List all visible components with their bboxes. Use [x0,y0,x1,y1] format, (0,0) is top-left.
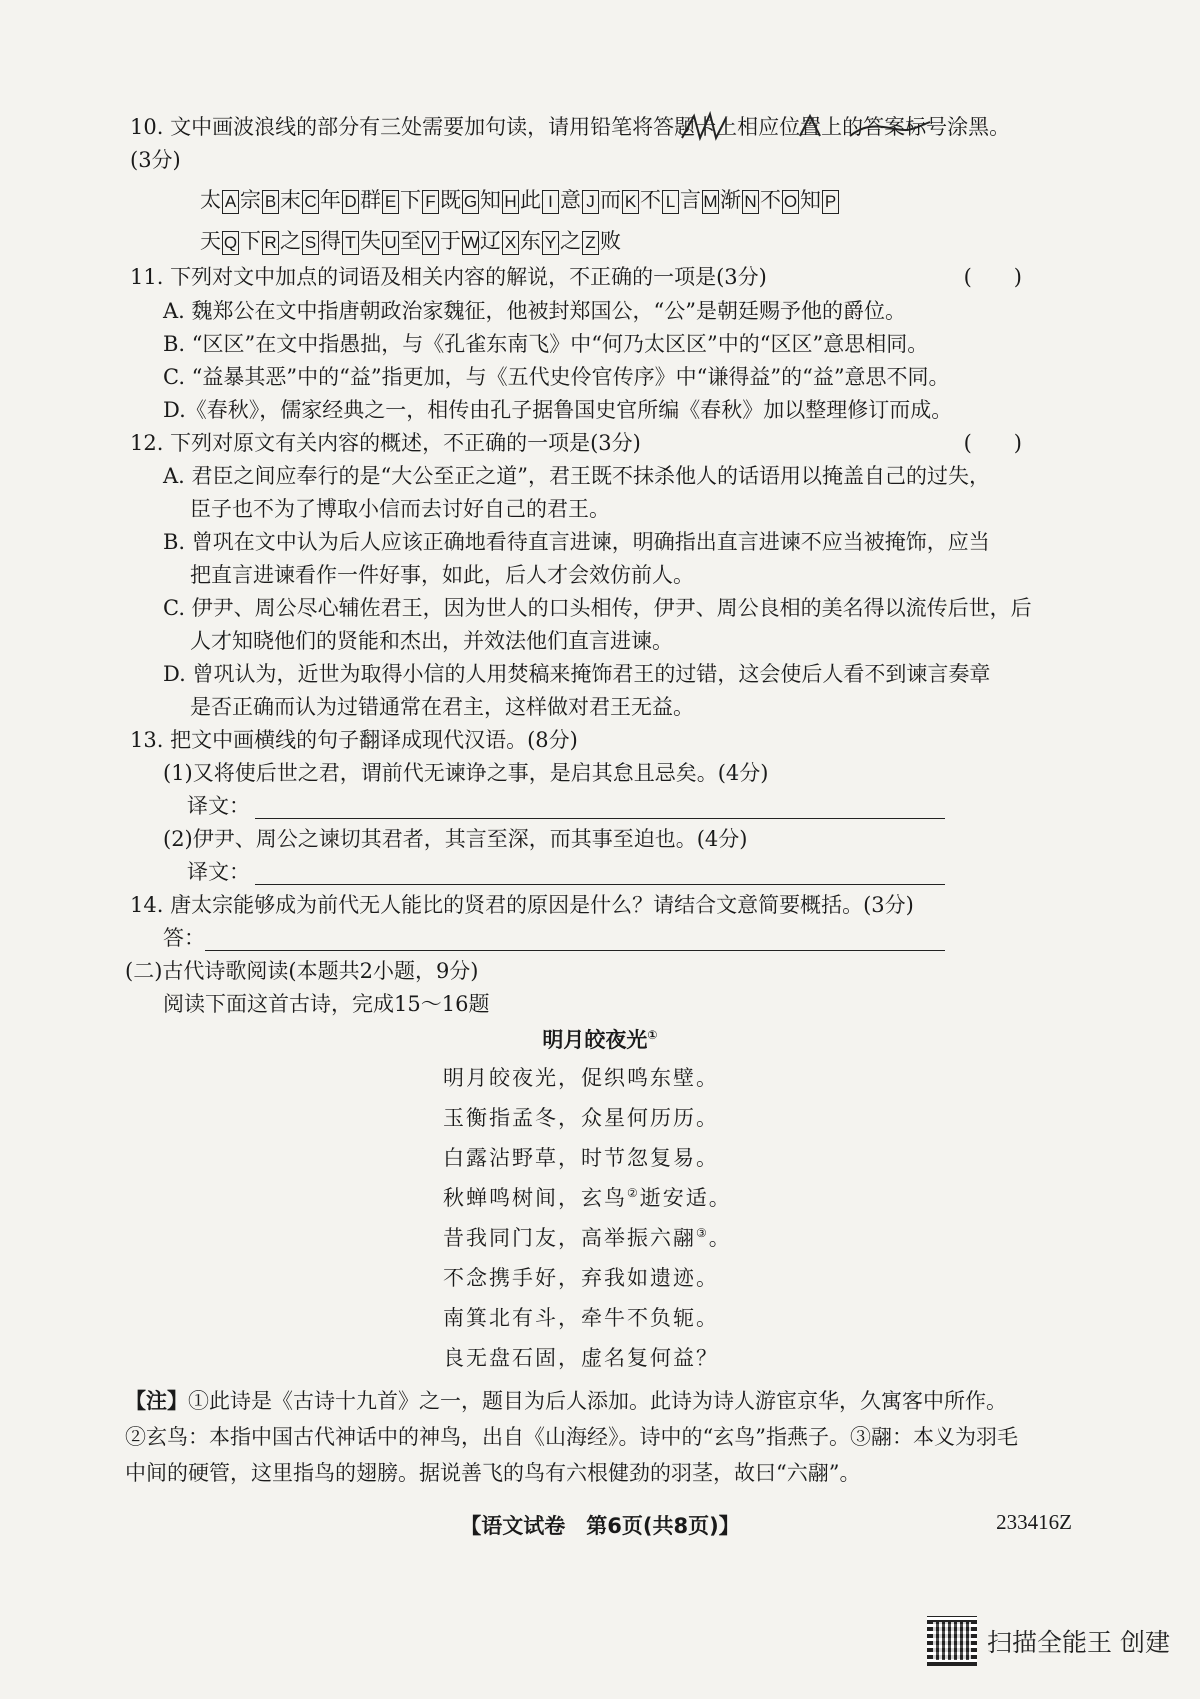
punct-char: 不 [760,188,781,212]
punctuation-row-2 [200,223,621,259]
q12-answer-paren[interactable]: ( ) [963,431,1022,455]
punct-option-box[interactable]: Z [582,231,599,255]
punct-char: 知 [480,188,501,212]
poem-line-3: 白露沾野草，时节忽复易。 [443,1146,719,1170]
punct-char: 之 [280,229,301,253]
poem-line-5: 昔我同门友，高举振六翮③。 [443,1226,732,1250]
q14-answer-label: 答： [163,926,205,950]
exam-code: 233416Z [996,1510,1072,1534]
punct-option-box[interactable]: S [302,231,319,255]
q13-answer-line-2[interactable] [255,884,945,885]
punct-option-box[interactable]: X [502,231,519,255]
section-2-title: (二)古代诗歌阅读(本题共2小题，9分) [125,959,479,983]
punct-option-box[interactable]: U [382,231,399,255]
punct-option-box[interactable]: P [822,190,839,214]
qr-code-icon [927,1616,977,1666]
punct-char: 失 [360,229,381,253]
q11-stem: 11. 下列对文中加点的词语及相关内容的解说，不正确的一项是(3分) [130,265,767,289]
punct-option-box[interactable]: D [342,190,359,214]
punct-option-box[interactable]: K [622,190,639,214]
punct-char: 而 [600,188,621,212]
punct-char: 之 [560,229,581,253]
punct-option-box[interactable]: N [742,190,759,214]
punct-option-box[interactable]: M [702,190,719,214]
punct-option-box[interactable]: T [342,231,359,255]
punct-option-box[interactable]: R [262,231,279,255]
q12-option-a-cont: 臣子也不为了博取小信而去讨好自己的君王。 [190,497,610,521]
punct-char: 年 [320,188,341,212]
poem-notes-2: ②玄鸟：本指中国古代神话中的神鸟，出自《山海经》。诗中的“玄鸟”指燕子。③翮：本义为羽毛 [125,1425,1018,1449]
poem-notes-1: 【注】①此诗是《古诗十九首》之一，题目为后人添加。此诗为诗人游宦京华，久寓客中所作。 [125,1388,1007,1413]
punct-option-box[interactable]: H [502,190,519,214]
punct-option-box[interactable]: I [542,190,559,214]
punct-char: 辽 [480,229,501,253]
scanner-watermark-text: 扫描全能王 创建 [987,1628,1170,1657]
q12-option-b: B. 曾巩在文中认为后人应该正确地看待直言进谏，明确指出直言进谏不应当被掩饰，应当 [163,530,990,554]
punct-option-box[interactable]: F [422,190,439,214]
pencil-marks [680,108,940,148]
q11-option-a: A. 魏郑公在文中指唐朝政治家魏征，他被封郑国公，“公”是朝廷赐予他的爵位。 [163,299,906,323]
punct-char: 太 [200,188,221,212]
poem-line-8: 良无盘石固，虚名复何益？ [443,1346,719,1370]
q12-option-a: A. 君臣之间应奉行的是“大公至正之道”，君王既不抹杀他人的话语用以掩盖自己的过失， [163,464,990,488]
q10-score: (3分) [130,148,181,172]
q11-answer-paren[interactable]: ( ) [963,265,1022,289]
punct-char: 得 [320,229,341,253]
punct-char: 末 [280,188,301,212]
punct-option-box[interactable]: W [462,231,479,255]
punct-char: 渐 [720,188,741,212]
punct-char: 于 [440,229,461,253]
q11-option-c: C. “益暴其恶”中的“益”指更加，与《五代史伶官传序》中“谦得益”的“益”意思不同。 [163,365,950,389]
q14-answer-line[interactable] [205,950,945,951]
poem-line-1: 明月皎夜光，促织鸣东壁。 [443,1066,719,1090]
punct-char: 东 [520,229,541,253]
punct-char: 至 [400,229,421,253]
poem-line-6: 不念携手好，弃我如遗迹。 [443,1266,719,1290]
punct-char: 意 [560,188,581,212]
punct-char: 天 [200,229,221,253]
q12-option-c: C. 伊尹、周公尽心辅佐君王，因为世人的口头相传，伊尹、周公良相的美名得以流传后世，后 [163,596,1032,620]
q13-stem: 13. 把文中画横线的句子翻译成现代汉语。(8分) [130,728,578,752]
punct-char: 下 [400,188,421,212]
q13-translation-label-2: 译文： [187,860,250,884]
punct-option-box[interactable]: E [382,190,399,214]
punct-option-box[interactable]: G [462,190,479,214]
q13-sentence-1: (1)又将使后世之君，谓前代无谏诤之事，是启其怠且忌矣。(4分) [163,761,769,785]
punctuation-row-1 [200,182,840,218]
q13-answer-line-1[interactable] [255,818,945,819]
punct-option-box[interactable]: A [222,190,239,214]
punct-char: 败 [600,229,621,253]
page-footer: 【语文试卷 第6页(共8页)】 [460,1514,740,1538]
punct-option-box[interactable]: V [422,231,439,255]
punct-char: 此 [520,188,541,212]
punct-option-box[interactable]: J [582,190,599,214]
punct-char: 群 [360,188,381,212]
q11-option-b: B. “区区”在文中指愚拙，与《孔雀东南飞》中“何乃太区区”中的“区区”意思相同。 [163,332,929,356]
poem-notes-3: 中间的硬管，这里指鸟的翅膀。据说善飞的鸟有六根健劲的羽茎，故曰“六翮”。 [125,1461,861,1485]
punct-option-box[interactable]: C [302,190,319,214]
punct-option-box[interactable]: Y [542,231,559,255]
poem-line-2: 玉衡指孟冬，众星何历历。 [443,1106,719,1130]
q11-option-d: D.《春秋》，儒家经典之一，相传由孔子据鲁国史官所编《春秋》加以整理修订而成。 [163,398,953,422]
punct-char: 不 [640,188,661,212]
q13-sentence-2: (2)伊尹、周公之谏切其君者，其言至深，而其事至迫也。(4分) [163,827,748,851]
punct-char: 宗 [240,188,261,212]
punct-option-box[interactable]: O [782,190,799,214]
punct-option-box[interactable]: L [662,190,679,214]
poem-line-7: 南箕北有斗，牵牛不负轭。 [443,1306,719,1330]
punct-char: 下 [240,229,261,253]
poem-line-4: 秋蝉鸣树间，玄鸟②逝安适。 [443,1186,732,1210]
poem-title: 明月皎夜光① [542,1028,658,1052]
q12-option-b-cont: 把直言进谏看作一件好事，如此，后人才会效仿前人。 [190,563,694,587]
q14-stem: 14. 唐太宗能够成为前代无人能比的贤君的原因是什么？请结合文意简要概括。(3分) [130,893,914,917]
punct-char: 既 [440,188,461,212]
q12-option-d: D. 曾巩认为，近世为取得小信的人用焚稿来掩饰君王的过错，这会使后人看不到谏言奏章 [163,662,991,686]
punct-option-box[interactable]: Q [222,231,239,255]
q10-stem: 10. 文中画波浪线的部分有三处需要加句读，请用铅笔将答题卡上相应位置上的答案标号涂黑。 [130,115,1011,139]
punct-char: 言 [680,188,701,212]
q12-option-d-cont: 是否正确而认为过错通常在君主，这样做对君王无益。 [190,695,694,719]
q13-translation-label-1: 译文： [187,794,250,818]
q12-stem: 12. 下列对原文有关内容的概述，不正确的一项是(3分) [130,431,641,455]
punct-option-box[interactable]: B [262,190,279,214]
scanner-watermark [927,1616,1170,1666]
q12-option-c-cont: 人才知晓他们的贤能和杰出，并效法他们直言进谏。 [190,629,673,653]
section-2-intro: 阅读下面这首古诗，完成15～16题 [163,992,490,1016]
punct-char: 知 [800,188,821,212]
